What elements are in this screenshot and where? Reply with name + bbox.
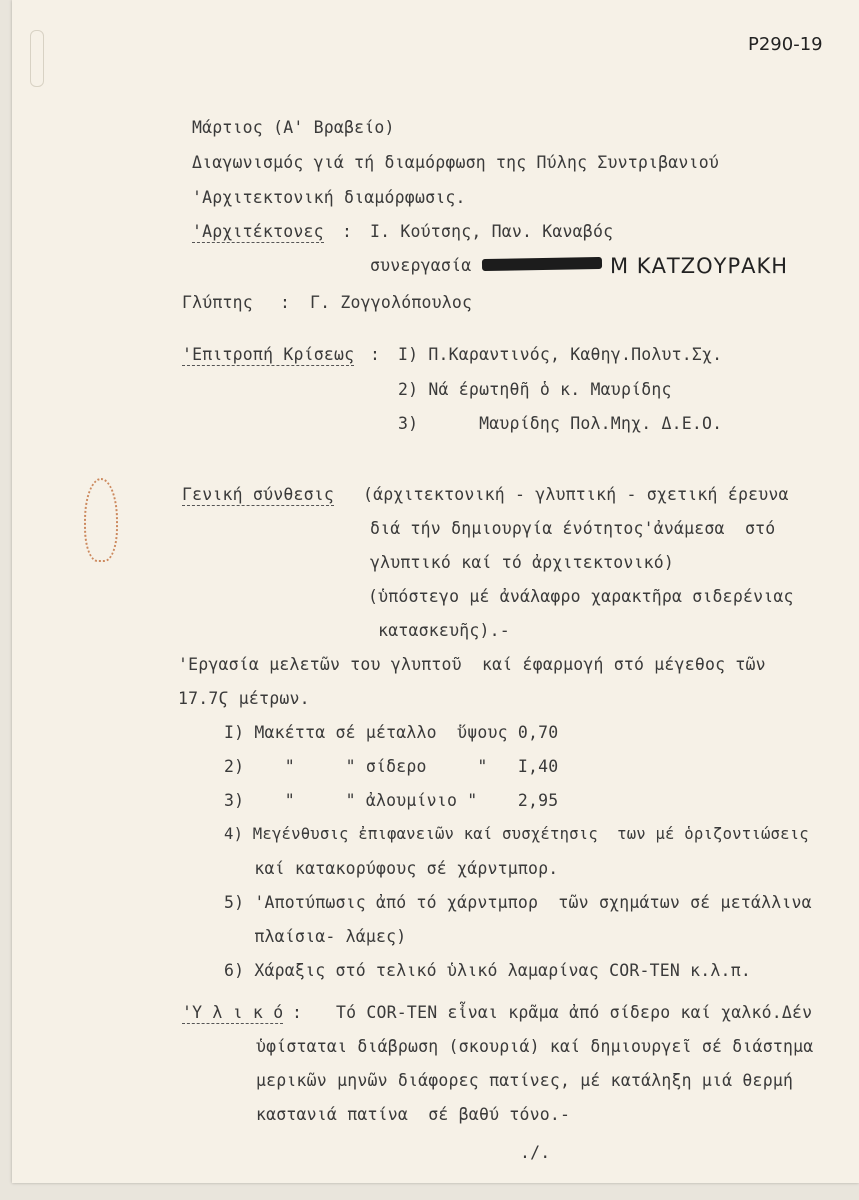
- work-line-1: 'Εργασία μελετῶν του γλυπτοῦ καί έφαρμογή στό μέγεθος τῶν: [178, 655, 766, 674]
- staple-mark: [30, 30, 44, 87]
- committee-label: 'Επιτροπή Κρίσεως: [182, 345, 355, 364]
- architects-names: Ι. Κούτσης, Παν. Καναβός: [370, 222, 614, 241]
- header-line-3: 'Αρχιτεκτονική διαμόρφωσις.: [192, 188, 466, 207]
- work-item-4-cont: καί κατακορύφους σέ χάρντμπορ.: [224, 859, 559, 878]
- work-item-1: Ι) Μακέττα σέ μέταλλο ὕψους 0,70: [224, 723, 559, 742]
- header-line-2: Διαγωνισμός γιά τή διαμόρφωση της Πύλης Συντριβανιού: [192, 153, 719, 172]
- work-item-6: 6) Χάραξις στό τελικό ὑλικό λαμαρίνας COR-TEN κ.λ.π.: [224, 961, 751, 980]
- committee-item-2: 2) Νά έρωτηθῆ ὁ κ. Μαυρίδης: [398, 380, 672, 399]
- committee-separator: :: [370, 345, 381, 364]
- page-continuation-mark: ./.: [520, 1143, 551, 1162]
- committee-item-3: 3) Μαυρίδης Πολ.Μηχ. Δ.Ε.Ο.: [398, 414, 723, 433]
- material-line-1: Τό COR-TEN εἶναι κρᾶμα ἀπό σίδερο καί χαλκό.Δέν: [336, 1003, 813, 1022]
- architects-separator: :: [342, 222, 353, 241]
- material-line-2: ὑφίσταται διάβρωση (σκουριά) καί δημιουργεῖ σέ διάστημα: [256, 1037, 814, 1056]
- work-item-4: 4) Μεγένθυσις ἐπιφανειῶν καί συσχέτησις των μέ ὁριζοντιώσεις: [224, 825, 809, 843]
- struck-out-text: [482, 257, 602, 271]
- material-label: 'Υ λ ι κ ό: [182, 1003, 284, 1022]
- architects-label: 'Αρχιτέκτονες: [192, 222, 324, 241]
- general-line-2: διά τήν δημιουργία ένότητος'ἀνάμεσα στό: [370, 519, 776, 538]
- general-line-1: (άρχιτεκτονική - γλυπτική - σχετική έρευνα: [363, 485, 789, 504]
- material-line-4: καστανιά πατίνα σέ βαθύ τόνο.-: [256, 1105, 571, 1124]
- sculptor-separator: :: [280, 293, 291, 312]
- general-line-5: κατασκευῆς).-: [368, 621, 510, 640]
- sculptor-name: Γ. Ζογγολόπουλος: [310, 293, 473, 312]
- rust-stain: [84, 478, 118, 562]
- archive-reference: P290-19: [748, 34, 823, 55]
- general-composition-label: Γενική σύνθεσις: [182, 485, 335, 504]
- committee-item-1: Ι) Π.Καραντινός, Καθηγ.Πολυτ.Σχ.: [398, 345, 723, 364]
- general-line-4: (ὑπόστεγο μέ ἀνάλαφρο χαρακτῆρα σιδερένιας: [368, 587, 794, 606]
- work-item-5: 5) 'Αποτύπωσις ἀπό τό χάρντμπορ τῶν σχημάτων σέ μετάλλινα: [224, 893, 812, 912]
- collaboration-label: συνεργασία: [370, 256, 472, 275]
- general-line-3: γλυπτικό καί τό ἀρχιτεκτονικό): [370, 553, 675, 572]
- work-line-2: 17.7Ϛ μέτρων.: [178, 689, 310, 708]
- header-line-1: Μάρτιος (Α' Βραβείο): [192, 118, 395, 137]
- work-item-3: 3) " " ἀλουμίνιο " 2,95: [224, 791, 559, 810]
- work-item-5-cont: πλαίσια- λάμες): [224, 927, 407, 946]
- material-line-3: μερικῶν μηνῶν διάφορες πατίνες, μέ κατάληξη μιά θερμή: [256, 1071, 794, 1090]
- work-item-2: 2) " " σίδερο " Ι,40: [224, 757, 559, 776]
- handwritten-collaborator: Μ ΚΑΤΖΟΥΡΑΚΗ: [610, 254, 789, 278]
- sculptor-label: Γλύπτης: [182, 293, 253, 312]
- material-separator: :: [292, 1003, 303, 1022]
